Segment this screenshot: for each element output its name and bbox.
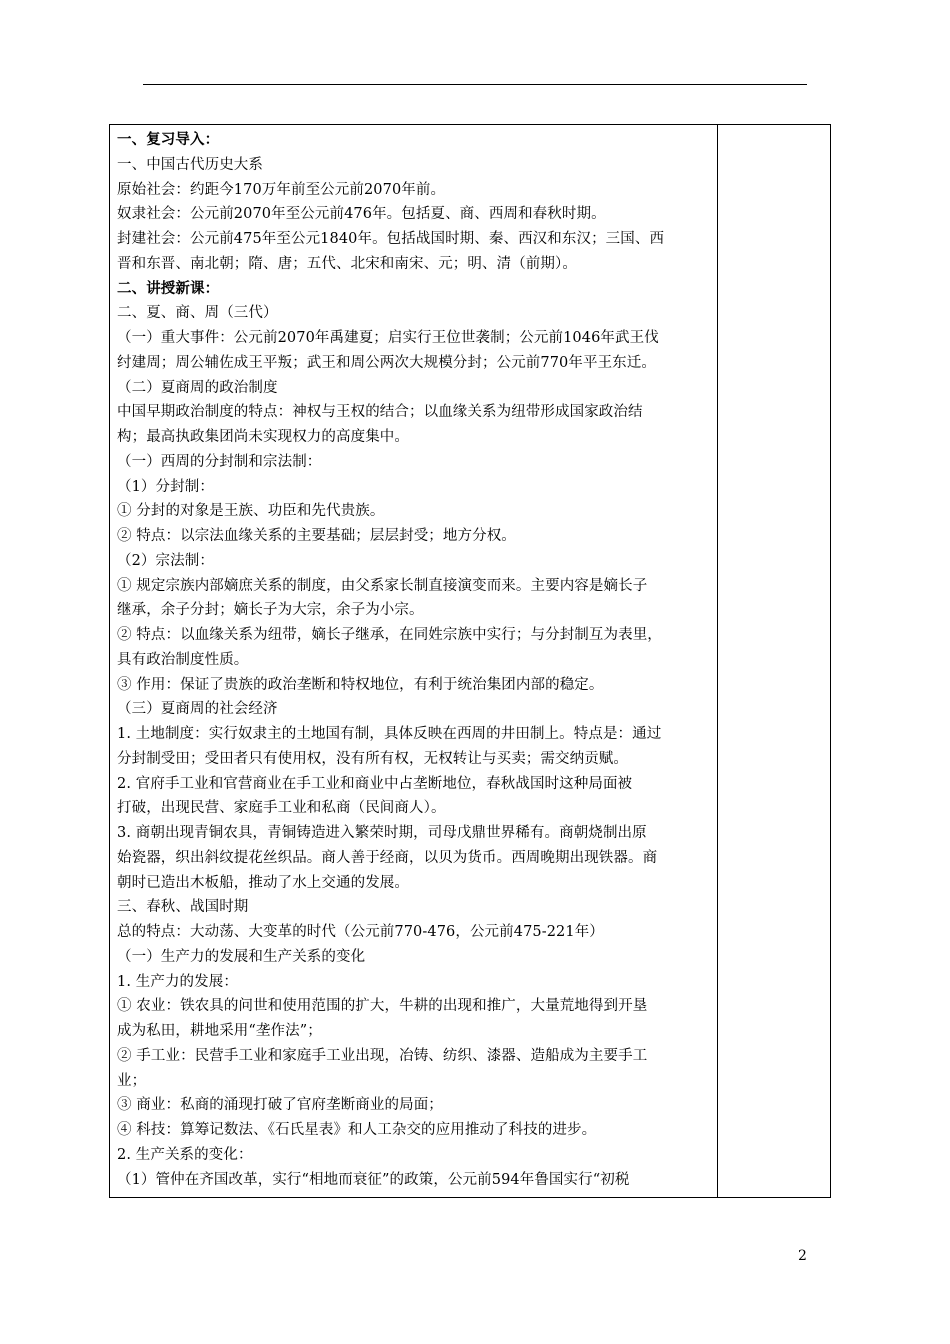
text-line: 3. 商朝出现青铜农具，青铜铸造进入繁荣时期，司母戊鼎世界稀有。商朝烧制出原 bbox=[117, 825, 647, 841]
text-line: ① 分封的对象是王族、功臣和先代贵族。 bbox=[117, 503, 385, 520]
text-line: （三）夏商周的社会经济 bbox=[117, 701, 278, 718]
text-line: 一、中国古代历史大系 bbox=[117, 156, 263, 173]
text-line: （一）重大事件：公元前2070年禹建夏；启实行王位世袭制；公元前1046年武王伐 bbox=[117, 330, 659, 346]
text-line: ② 特点：以血缘关系为纽带，嫡长子继承，在同姓宗族中实行；与分封制互为表里， bbox=[117, 627, 662, 643]
text-line: （一）西周的分封制和宗法制： bbox=[117, 453, 322, 470]
text-line: 1. 土地制度：实行奴隶主的土地国有制，具体反映在西周的井田制上。特点是：通过 bbox=[117, 726, 662, 742]
text-line: ② 特点：以宗法血缘关系的主要基础；层层封受；地方分权。 bbox=[117, 528, 516, 544]
text-line: 成为私田，耕地采用“垄作法”； bbox=[117, 1023, 322, 1039]
text-line: （1）分封制： bbox=[117, 478, 214, 495]
text-line: ② 手工业：民营手工业和家庭手工业出现，冶铸、纺织、漆器、造船成为主要手工 bbox=[117, 1047, 648, 1064]
header-rule bbox=[143, 84, 807, 85]
text-line: ④ 科技：算筹记数法、《石氏星表》和人工杂交的应用推动了科技的进步。 bbox=[117, 1122, 597, 1138]
text-line: 中国早期政治制度的特点：神权与王权的结合；以血缘关系为纽带形成国家政治结 bbox=[117, 404, 643, 421]
text-line: 封建社会：公元前475年至公元1840年。包括战国时期、秦、西汉和东汉；三国、西 bbox=[117, 231, 665, 247]
text-line: 朝时已造出木板船，推动了水上交通的发展。 bbox=[117, 874, 409, 891]
text-line: ③ 作用：保证了贵族的政治垄断和特权地位，有利于统治集团内部的稳定。 bbox=[117, 676, 604, 693]
text-line: 原始社会：约距今170万年前至公元前2070年前。 bbox=[117, 181, 446, 198]
text-line: 构；最高执政集团尚未实现权力的高度集中。 bbox=[117, 429, 409, 445]
text-line: 纣建周；周公辅佐成王平叛；武王和周公两次大规模分封；公元前770年平王东迁。 bbox=[117, 354, 656, 371]
text-line: 三、春秋、战国时期 bbox=[117, 899, 249, 916]
page-number: 2 bbox=[798, 1248, 807, 1264]
text-line: 一、复习导入： bbox=[117, 131, 220, 148]
text-line: ① 农业：铁农具的问世和使用范围的扩大，牛耕的出现和推广，大量荒地得到开垦 bbox=[117, 998, 648, 1015]
text-line: 始瓷器，织出斜纹提花丝织品。商人善于经商，以贝为货币。西周晚期出现铁器。商 bbox=[117, 849, 658, 866]
text-line: 总的特点：大动荡、大变革的时代（公元前770-476，公元前475-221年） bbox=[117, 924, 604, 940]
text-line: 1. 生产力的发展： bbox=[117, 973, 238, 990]
text-line: 分封制受田；受田者只有使用权，没有所有权，无权转让与买卖；需交纳贡赋。 bbox=[117, 750, 628, 767]
text-line: 奴隶社会：公元前2070年至公元前476年。包括夏、商、西周和春秋时期。 bbox=[117, 206, 606, 223]
text-line: 2. 生产关系的变化： bbox=[117, 1146, 253, 1163]
text-line: 二、讲授新课： bbox=[117, 279, 220, 297]
text-line: 晋和东晋、南北朝；隋、唐；五代、北宋和南宋、元；明、清（前期）。 bbox=[117, 255, 577, 272]
text-line: （二）夏商周的政治制度 bbox=[117, 379, 278, 396]
text-line: （2）宗法制： bbox=[117, 552, 214, 569]
text-line: 具有政治制度性质。 bbox=[117, 651, 249, 668]
text-line: 业； bbox=[117, 1072, 147, 1089]
column-divider bbox=[717, 124, 718, 1198]
text-line: （1）管仲在齐国改革，实行“相地而衰征”的政策，公元前594年鲁国实行“初税 bbox=[117, 1171, 630, 1188]
text-line: （一）生产力的发展和生产关系的变化 bbox=[117, 948, 366, 965]
text-line: ① 规定宗族内部嫡庶关系的制度，由父系家长制直接演变而来。主要内容是嫡长子 bbox=[117, 577, 648, 594]
text-line: 继承，余子分封；嫡长子为大宗，余子为小宗。 bbox=[117, 602, 424, 619]
text-line: ③ 商业：私商的涌现打破了官府垄断商业的局面； bbox=[117, 1097, 443, 1114]
lesson-content bbox=[117, 128, 713, 1192]
text-line: 二、夏、商、周（三代） bbox=[117, 305, 278, 322]
text-line: 打破，出现民营、家庭手工业和私商（民间商人）。 bbox=[117, 800, 446, 817]
text-line: 2. 官府手工业和官营商业在手工业和商业中占垄断地位，春秋战国时这种局面被 bbox=[117, 775, 633, 792]
